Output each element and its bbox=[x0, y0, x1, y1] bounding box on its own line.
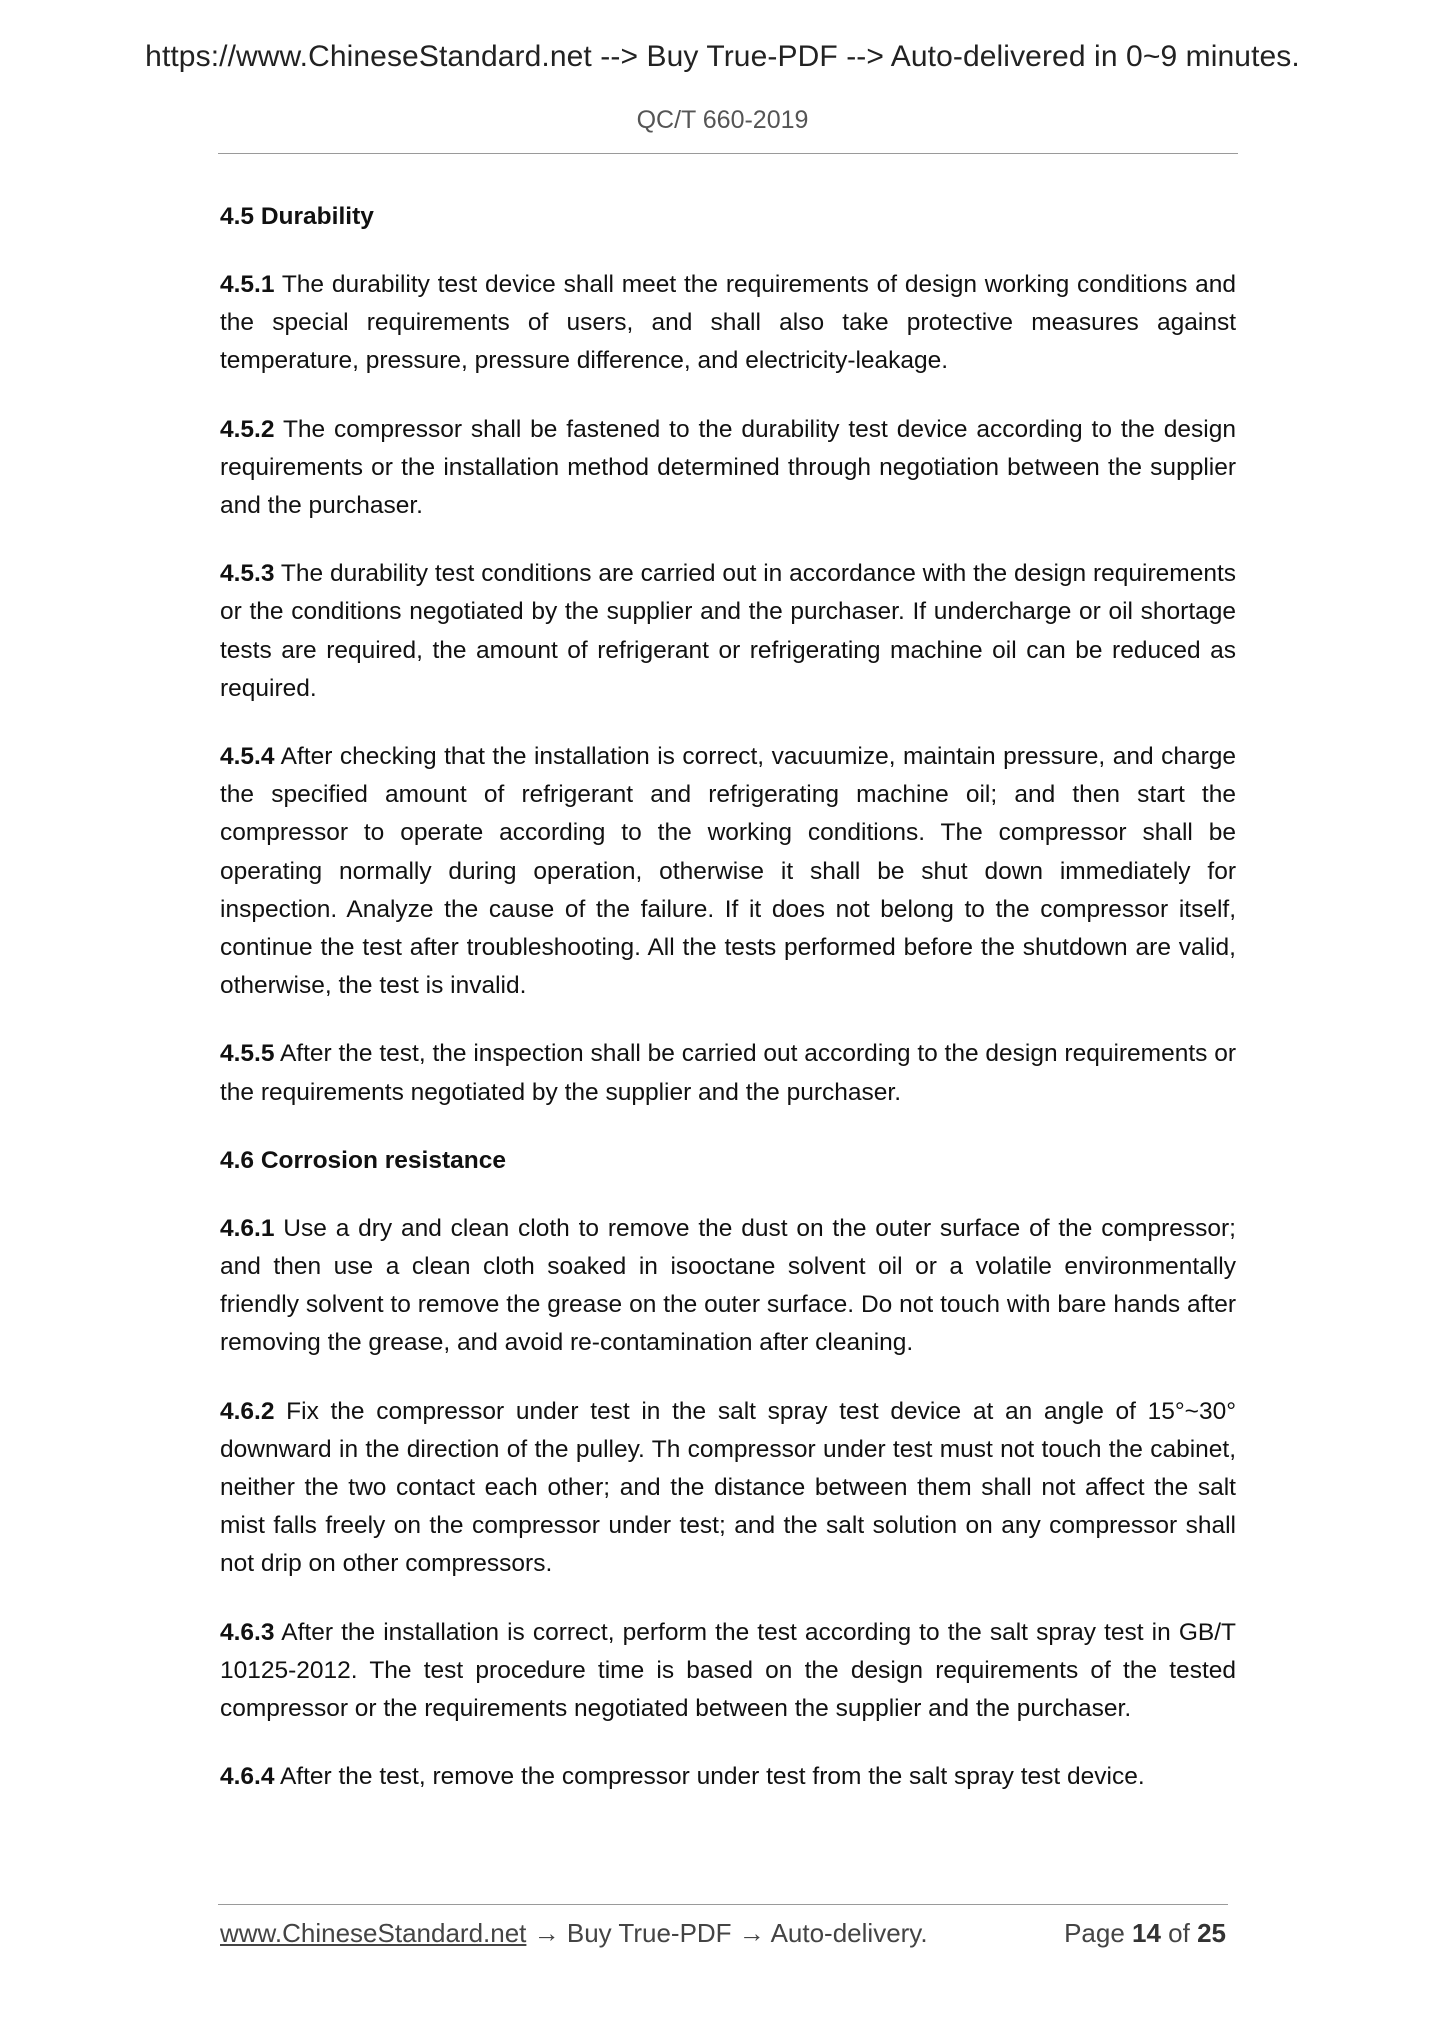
clause-text: The durability test conditions are carried out in accordance with the design requirements or the conditions negotiated by the supplier and the purchaser. If undercharge or oil shortage tests are required, the amount of refrigerant or refrigerating machine oil can be reduced as required. bbox=[220, 560, 1236, 702]
clause-number: 4.5.4 bbox=[220, 743, 275, 771]
clause-4-6-2 bbox=[220, 1393, 1236, 1584]
page-indicator bbox=[1064, 1918, 1226, 1949]
clause-text: After the test, remove the compressor under test from the salt spray test device. bbox=[274, 1763, 1145, 1791]
clause-4-6-3 bbox=[220, 1614, 1236, 1729]
clause-number: 4.5.5 bbox=[220, 1040, 275, 1068]
page-label: Page bbox=[1064, 1918, 1133, 1948]
clause-text: Use a dry and clean cloth to remove the dust on the outer surface of the compressor; and then use a clean cloth soaked in isooctane solvent oil or a volatile environmentally friendly solvent to remove the grease on the outer surface. Do not touch with bare hands after removing the grease, and avoid re-contamination after cleaning. bbox=[220, 1214, 1236, 1357]
clause-4-6-4 bbox=[220, 1758, 1236, 1796]
clause-text: Fix the compressor under test in the salt spray test device at an angle of 15°~30° downward in the direction of the pulley. Th compressor under test must not touch the cabinet, neither the two contact each other; and the distance between them shall not affect the salt mist falls freely on the compressor under test; and the salt solution on any compressor shall not drip on other compressors. bbox=[220, 1397, 1236, 1578]
page-footer bbox=[220, 1918, 1226, 1949]
clause-number: 4.5.2 bbox=[220, 415, 275, 443]
clause-text: After checking that the installation is correct, vacuumize, maintain pressure, and charge the specified amount of refrigerant and refrigerating machine oil; and then start the compressor to operate according to the working conditions. The compressor shall be operating normally during operation, otherwise it shall be shut down immediately for inspection. Analyze the cause of the failure. If it does not belong to the compressor itself, continue the test after troubleshooting. All the tests performed before the shutdown are valid, otherwise, the test is invalid. bbox=[220, 743, 1236, 1000]
page-total: 25 bbox=[1197, 1918, 1226, 1948]
clause-number: 4.6.1 bbox=[220, 1214, 275, 1242]
page-of-label: of bbox=[1160, 1918, 1198, 1948]
clause-text: The compressor shall be fastened to the durability test device according to the design requirements or the installation method determined through negotiation between the supplier and the purchaser. bbox=[220, 415, 1236, 520]
clause-number: 4.5.3 bbox=[220, 560, 275, 588]
footer-divider bbox=[218, 1904, 1228, 1905]
clause-number: 4.6.2 bbox=[220, 1397, 275, 1425]
page-current: 14 bbox=[1132, 1918, 1161, 1948]
clause-4-5-3 bbox=[220, 555, 1236, 708]
clause-number: 4.6.4 bbox=[220, 1763, 275, 1791]
clause-number: 4.6.3 bbox=[220, 1618, 275, 1646]
clause-4-5-4 bbox=[220, 738, 1236, 1005]
top-banner: https://www.ChineseStandard.net --> Buy True-PDF --> Auto-delivered in 0~9 minutes. bbox=[145, 40, 1300, 73]
clause-text: After the installation is correct, perform the test according to the salt spray test in GB/T 10125-2012. The test procedure time is based on the design requirements of the tested compressor or the requirements negotiated between the supplier and the purchaser. bbox=[220, 1618, 1236, 1723]
clause-4-6-1 bbox=[220, 1210, 1236, 1363]
clause-4-5-1 bbox=[220, 266, 1236, 381]
footer-site-link[interactable]: www.ChineseStandard.net bbox=[220, 1918, 527, 1948]
clause-4-5-5 bbox=[220, 1035, 1236, 1111]
standard-number: QC/T 660-2019 bbox=[636, 106, 809, 134]
clause-number: 4.5.1 bbox=[220, 271, 275, 298]
footer-tagline: → Buy True-PDF → Auto-delivery. bbox=[526, 1918, 928, 1948]
document-body bbox=[220, 198, 1236, 1827]
section-heading-4-5: 4.5 Durability bbox=[220, 203, 374, 230]
header-divider bbox=[218, 153, 1238, 154]
clause-4-5-2 bbox=[220, 411, 1236, 526]
section-heading-4-6: 4.6 Corrosion resistance bbox=[220, 1146, 506, 1174]
clause-text: The durability test device shall meet the requirements of design working conditions and the special requirements of users, and shall also take protective measures against temperature, pressure, pressure difference, and electricity-leakage. bbox=[220, 271, 1236, 375]
clause-text: After the test, the inspection shall be carried out according to the design requirements or the requirements negotiated by the supplier and the purchaser. bbox=[220, 1040, 1236, 1106]
